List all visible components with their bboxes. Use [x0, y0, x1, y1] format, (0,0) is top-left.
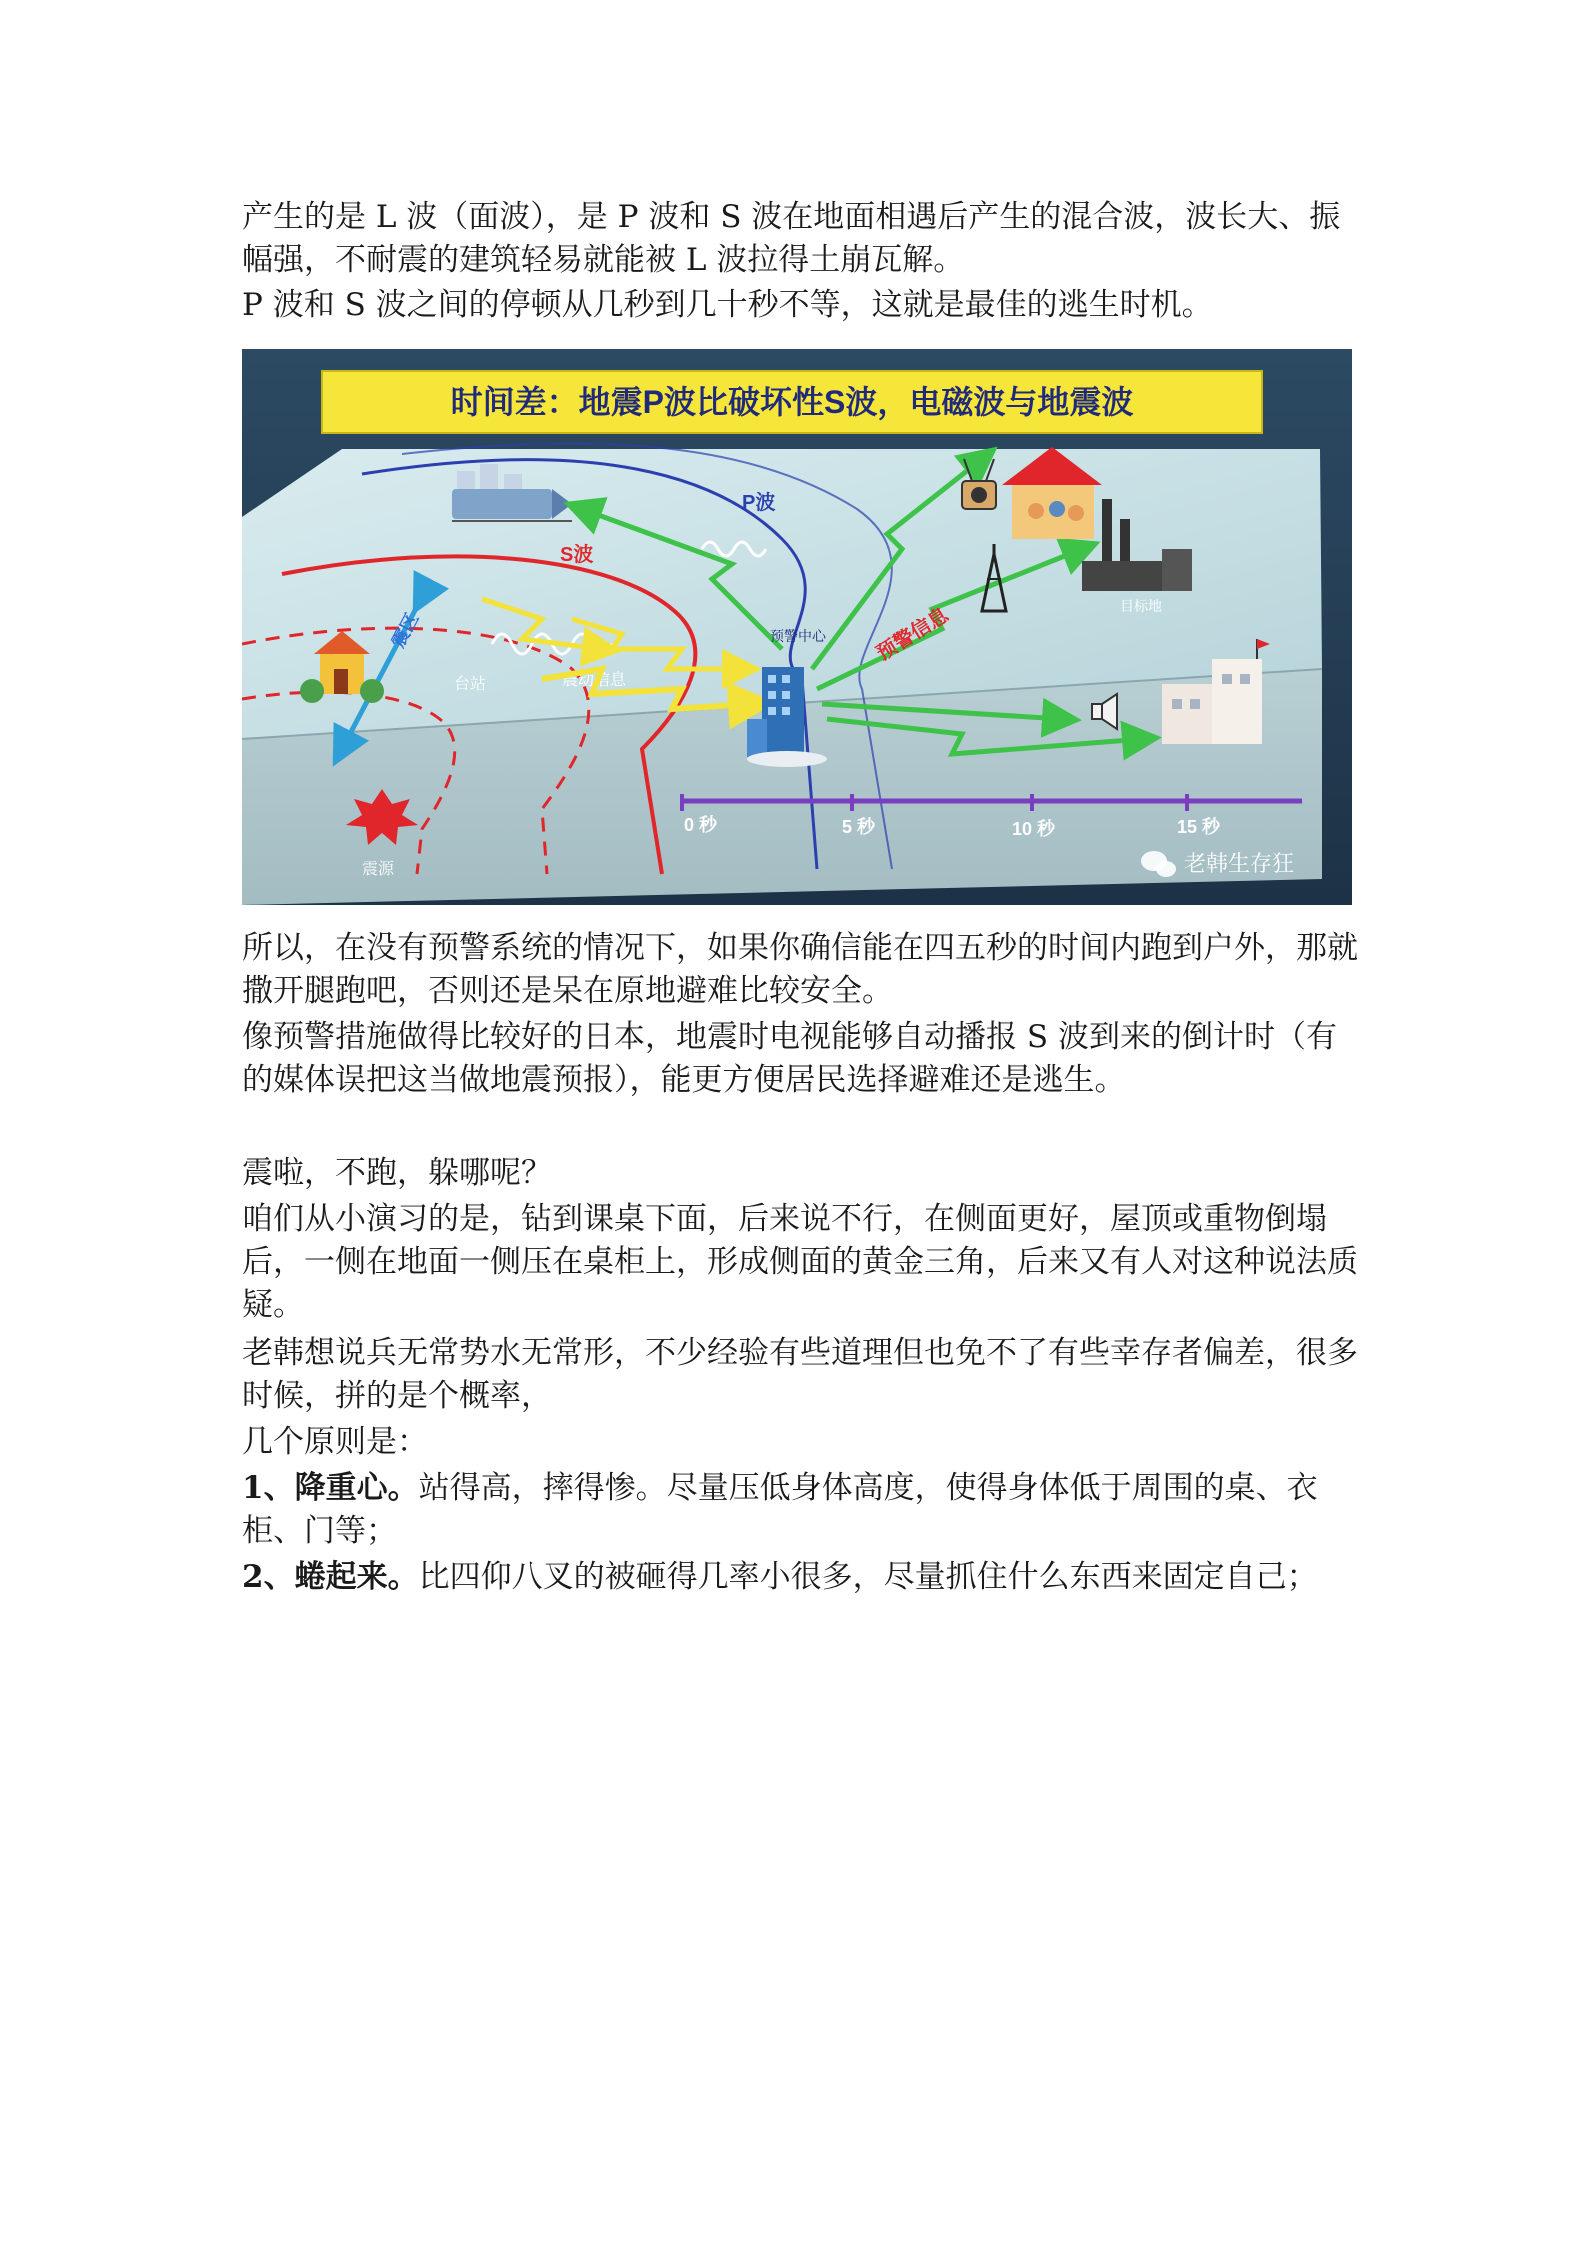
- warning-center-label: 预警中心: [770, 630, 826, 645]
- paragraph-japan: 像预警措施做得比较好的日本，地震时电视能够自动播报 S 波到来的倒计时（有的媒体误把这当做地震预报），能更方便居民选择避难还是逃生。: [242, 1019, 1337, 1098]
- timeline-tick-5: 5 秒: [842, 817, 876, 837]
- principle-title: 蜷起来。: [294, 1559, 419, 1595]
- principle-number: 1、: [242, 1470, 295, 1506]
- paragraph-probability: 老韩想说兵无常势水无常形，不少经验有些道理但也免不了有些幸存者偏差，很多时候，拼的是个概率，: [242, 1335, 1358, 1414]
- principle-item-2: [242, 1556, 1360, 1599]
- timeline-tick-15: 15 秒: [1177, 817, 1221, 837]
- paragraph-where-to-hide: 震啦，不跑，躲哪呢？: [242, 1155, 552, 1191]
- p-wave-label: P波: [742, 492, 776, 514]
- station-label: 台站: [454, 676, 487, 693]
- principle-text: 比四仰八叉的被砸得几率小很多，尽量抓住什么东西来固定自己；: [418, 1559, 1318, 1595]
- paragraph-principles-intro: 几个原则是：: [242, 1424, 428, 1460]
- timeline-tick-0: 0 秒: [684, 815, 718, 835]
- principle-title: 降重心。: [294, 1470, 419, 1506]
- timeline-tick-10: 10 秒: [1012, 819, 1056, 839]
- principle-text: 站得高，摔得惨。尽量压低身体高度，使得身体低于周围的桌、衣柜、门等；: [242, 1470, 1318, 1549]
- earthquake-warning-figure: [242, 349, 1352, 905]
- banner-title: 时间差：地震P波比破坏性S波，电磁波与地震波: [450, 384, 1134, 420]
- paragraph-pause: P 波和 S 波之间的停顿从几秒到几十秒不等，这就是最佳的逃生时机。: [242, 287, 1213, 323]
- s-wave-label: S波: [560, 544, 594, 566]
- zone-label: 震区: [387, 609, 423, 651]
- paragraph-no-warning: 所以，在没有预警系统的情况下，如果你确信能在四五秒的时间内跑到户外，那就撒开腿跑吧，否则还是呆在原地避难比较安全。: [242, 930, 1358, 1009]
- principle-item-1: [242, 1467, 1360, 1553]
- vibration-info-label: 震动信息: [562, 672, 627, 689]
- watermark-text: 老韩生存狂: [1184, 852, 1295, 877]
- warning-info-label: 预警信息: [872, 604, 953, 666]
- epicenter-label: 震源: [362, 861, 395, 878]
- principle-number: 2、: [242, 1559, 295, 1595]
- paragraph-l-wave: 产生的是 L 波（面波），是 P 波和 S 波在地面相遇后产生的混合波，波长大、振幅强，不耐震的建筑轻易就能被 L 波拉得土崩瓦解。: [242, 199, 1341, 278]
- target-label: 目标地: [1120, 600, 1162, 615]
- paragraph-drill: 咱们从小演习的是，钻到课桌下面，后来说不行，在侧面更好，屋顶或重物倒塌后，一侧在地面一侧压在桌柜上，形成侧面的黄金三角，后来又有人对这种说法质疑。: [242, 1201, 1358, 1323]
